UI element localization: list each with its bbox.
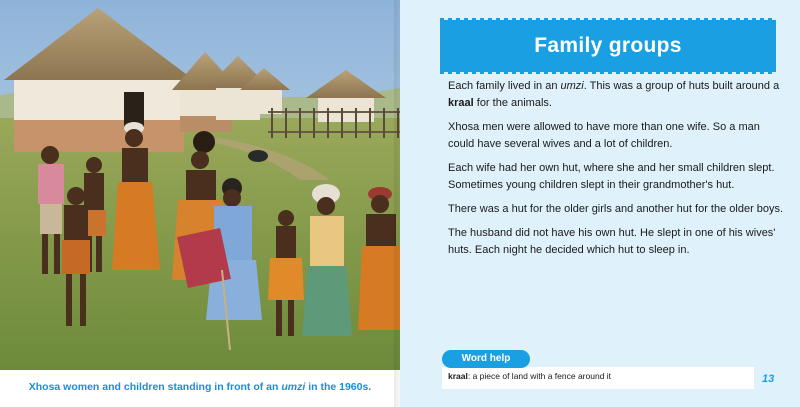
photo-xhosa-women-children: [0, 0, 400, 370]
word-help-label: Word help: [442, 350, 530, 368]
page-title: Family groups: [534, 34, 682, 57]
title-banner-edge: [440, 70, 776, 74]
paragraph: There was a hut for the older girls and another hut for the older boys.: [448, 203, 784, 215]
word-help-definition: [442, 367, 754, 389]
photo-caption: [0, 372, 400, 402]
right-page: [400, 0, 800, 407]
body-text: [448, 78, 788, 266]
paragraph: Each family lived in an umzi. This was a group of huts built around a kraal for the animals.: [448, 80, 780, 109]
caption-text: Xhosa women and children standing in front of an: [28, 381, 282, 393]
caption-text-end: in the 1960s.: [305, 381, 372, 393]
title-banner: [440, 20, 776, 72]
word-help-box: [442, 350, 754, 390]
paragraph: Xhosa men were allowed to have more than one wife. So a man could have several wives and a lot of children.: [448, 121, 760, 150]
paragraph: Each wife had her own hut, where she and her small children slept. Sometimes young children slept in their grandmother's hut.: [448, 162, 775, 191]
caption-italic-term: umzi: [281, 381, 306, 393]
title-banner-edge: [440, 18, 776, 22]
word-help-term: kraal: [448, 371, 468, 381]
word-help-definition-text: : a piece of land with a fence around it: [467, 371, 612, 381]
paragraph: The husband did not have his own hut. He slept in one of his wives' huts. Each night he decided which hut to sleep in.: [448, 227, 776, 256]
page-number: 13: [762, 373, 775, 385]
